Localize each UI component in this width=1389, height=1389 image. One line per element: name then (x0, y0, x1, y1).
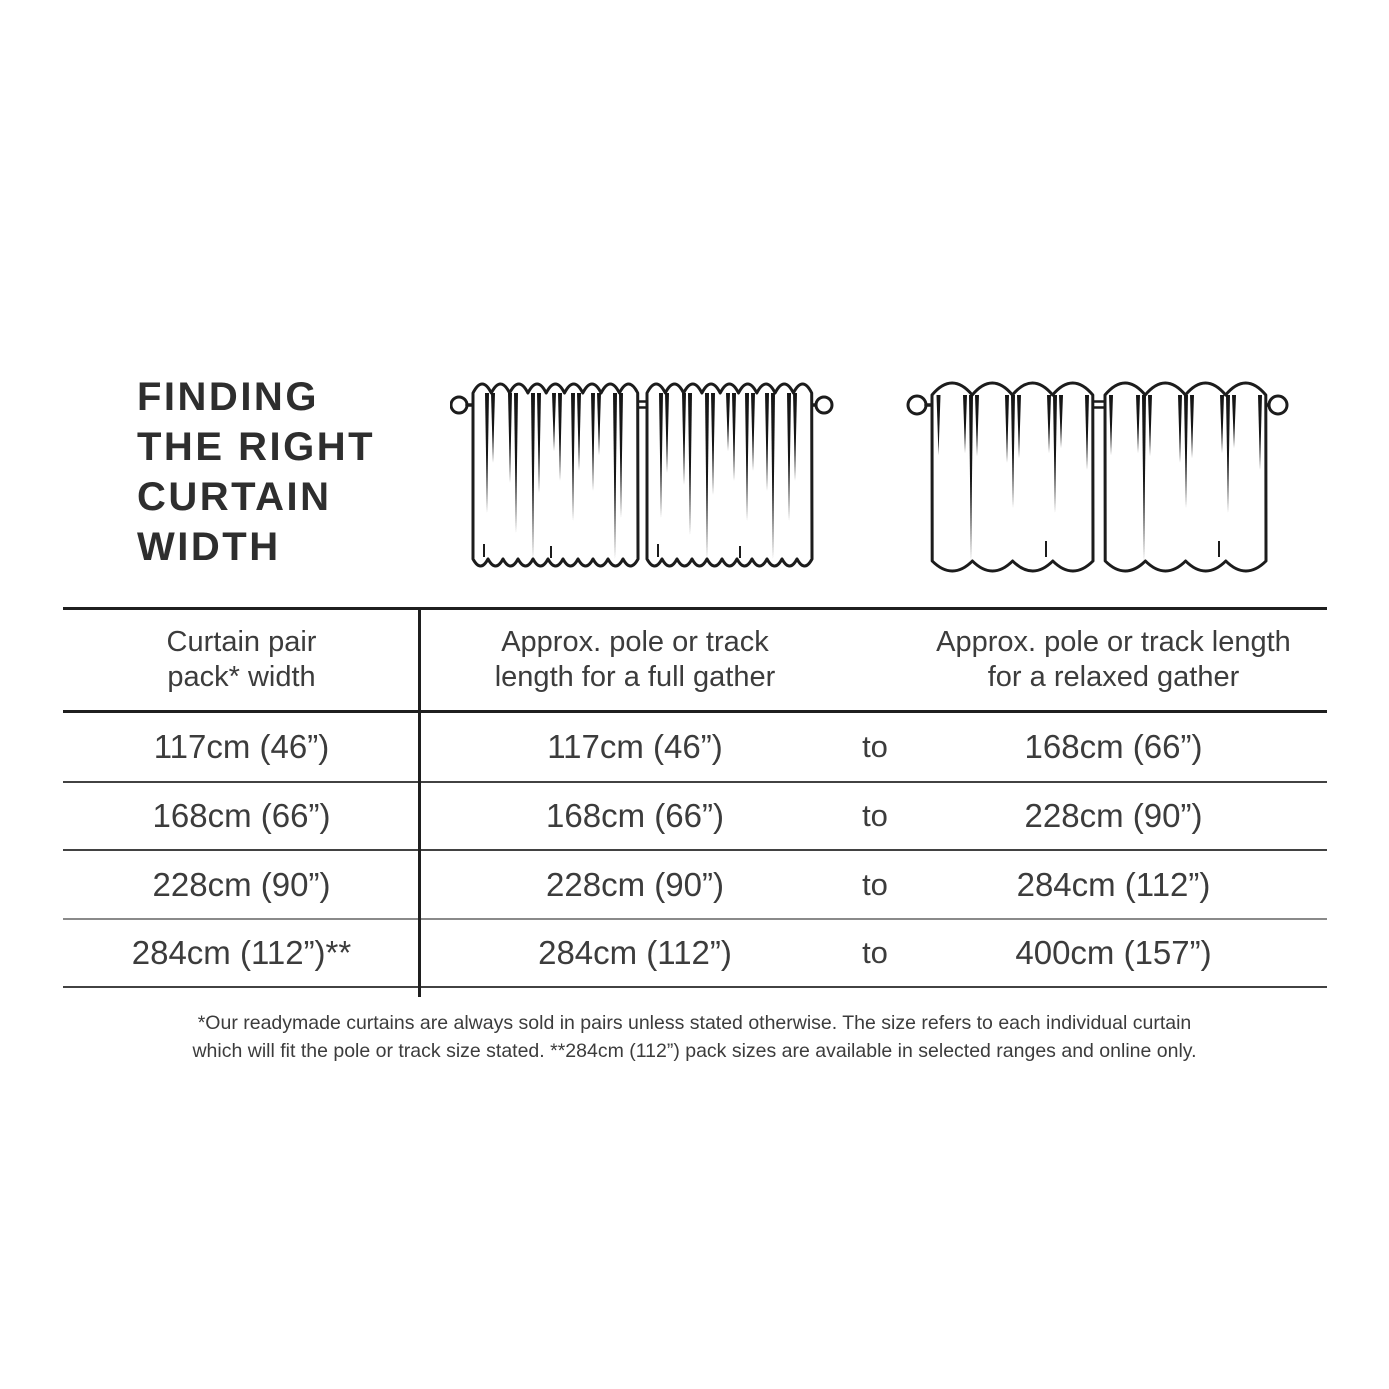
column-header-full-gather (420, 625, 850, 695)
range-connector: to (862, 866, 888, 902)
full-gather-value: 117cm (46”) (547, 728, 723, 765)
title-line: CURTAIN (137, 475, 332, 519)
pack-width-value: 228cm (90”) (152, 865, 331, 903)
curtain-pair-relaxed-gather-illustration (905, 378, 1290, 574)
table-row (63, 920, 1327, 988)
range-connector: to (862, 729, 888, 764)
curtain-relaxed-gather-icon (905, 378, 1290, 574)
header-line: length for a full gather (494, 661, 776, 693)
pack-width-value: 168cm (66”) (152, 797, 331, 834)
relaxed-gather-value: 228cm (90”) (1024, 797, 1203, 834)
header-line: pack* width (167, 661, 316, 693)
full-gather-value: 228cm (90”) (546, 865, 724, 903)
header-line: Curtain pair (166, 626, 317, 658)
table-header-row (63, 610, 1327, 713)
page-title (137, 372, 375, 572)
header-line: Approx. pole or track length (936, 626, 1291, 658)
title-line: WIDTH (137, 525, 281, 569)
title-line: FINDING (137, 375, 319, 419)
column-divider (418, 607, 421, 997)
column-header-pack-width (63, 625, 420, 695)
footnote-line: which will fit the pole or track size stated. **284cm (112”) pack sizes are available in selected ranges and online only. (192, 1039, 1197, 1062)
table-row (63, 851, 1327, 920)
table-row (63, 713, 1327, 783)
relaxed-gather-value: 284cm (112”) (1016, 865, 1211, 903)
footnote-line: *Our readymade curtains are always sold in pairs unless stated otherwise. The size refers to each individual curtain (197, 1012, 1192, 1034)
header-line: Approx. pole or track (501, 626, 769, 658)
size-table (63, 607, 1327, 988)
curtain-full-gather-icon (450, 378, 835, 574)
relaxed-gather-value: 168cm (66”) (1024, 728, 1203, 765)
range-connector: to (862, 935, 888, 970)
curtain-pair-full-gather-illustration (450, 378, 835, 574)
pack-width-value: 284cm (112”)** (131, 934, 352, 971)
title-line: THE RIGHT (137, 425, 376, 469)
full-gather-value: 284cm (112”) (538, 934, 732, 971)
full-gather-value: 168cm (66”) (546, 797, 724, 834)
pack-width-value: 117cm (46”) (153, 728, 330, 765)
range-connector: to (862, 798, 888, 833)
relaxed-gather-value: 400cm (157”) (1015, 934, 1212, 971)
table-row (63, 783, 1327, 851)
footnote (0, 1010, 1389, 1065)
header-line: for a relaxed gather (987, 661, 1240, 693)
column-header-relaxed-gather (900, 625, 1327, 695)
